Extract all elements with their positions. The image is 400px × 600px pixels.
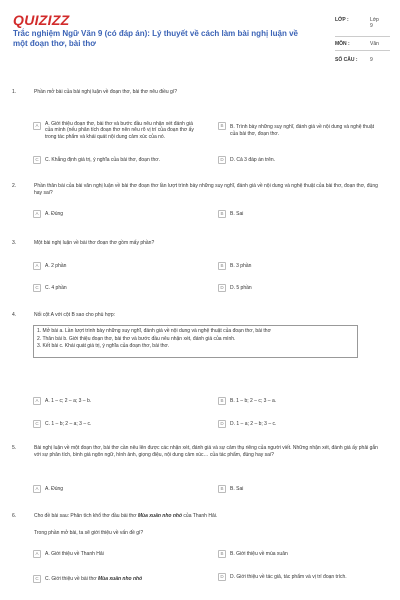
- meta-mon-label: MÔN :: [335, 41, 350, 47]
- poem-title: Mùa xuân nho nhỏ: [137, 513, 183, 519]
- option-text: B. 3 phần: [230, 262, 252, 269]
- option-letter-box: A: [33, 550, 41, 558]
- option-letter-box: B: [218, 485, 226, 493]
- option-text: A. Giới thiệu đoạn thơ, bài thơ và bước đầu nêu nhận xét đánh giá của mình (nếu phân tích đoạn thơ nên nêu rõ vị trí của đoạn thơ ấy trong tác phẩm và khái quát nội dung cảm xúc của nó.: [45, 120, 194, 140]
- option-text-part: C. Giới thiệu về bài thơ: [45, 575, 98, 582]
- option-text: B. Sai: [230, 210, 244, 217]
- option-text: D. 1 – a; 2 – b; 3 – c.: [230, 420, 277, 427]
- option-text: C. 1 – b; 2 – a; 3 – c.: [45, 420, 92, 427]
- meta-lop-value: Lớp 9: [370, 17, 379, 29]
- option-letter-box: D: [218, 284, 226, 292]
- option-text: B. Giới thiệu về mùa xuân: [230, 550, 288, 557]
- option-letter-box: A: [33, 397, 41, 405]
- option-text: C. 4 phần: [45, 284, 67, 291]
- question-text-part: của Thanh Hải.: [182, 513, 218, 519]
- poem-title: Mùa xuân nho nhỏ: [97, 575, 143, 582]
- meta-divider: [335, 36, 390, 37]
- page-title: Trắc nghiệm Ngữ Văn 9 (có đáp án): Lý thuyết về cách làm bài nghị luận về một đoạn thơ, bài thơ: [13, 29, 298, 48]
- option-text: D. Cả 3 đáp án trên.: [230, 156, 276, 163]
- meta-divider: [335, 50, 390, 51]
- option-text: A. Đúng: [45, 485, 64, 492]
- question-text: Bài nghị luận về một đoạn thơ, bài thơ cần nêu lên được các nhận xét, đánh giá và sự cảm thụ riêng của người viết. Những nhận xét, đánh giá ấy phải gắn với sự phân tích, bình giá ngôn ngữ, hình ảnh, giọng điệu, nội dung cảm xúc… của tác phẩm, đúng hay sai?: [34, 445, 378, 458]
- quizizz-logo: QUIZIZZ: [13, 12, 70, 28]
- option-letter-box: C: [33, 156, 41, 164]
- option-letter-box: B: [218, 550, 226, 558]
- meta-socau-label: SỐ CÂU :: [335, 57, 358, 63]
- meta-mon-value: Văn: [370, 41, 379, 47]
- option-letter-box: C: [33, 284, 41, 292]
- question-number: 5.: [12, 445, 17, 451]
- option-letter-box: A: [33, 262, 41, 270]
- option-text: B. Trình bày những suy nghĩ, đánh giá về nội dung và nghệ thuật của bài thơ, đoạn thơ.: [230, 124, 375, 137]
- option-text: D. 5 phần: [230, 284, 252, 291]
- option-letter-box: D: [218, 156, 226, 164]
- question-number: 1.: [12, 89, 17, 95]
- option-letter-box: B: [218, 210, 226, 218]
- option-letter-box: B: [218, 262, 226, 270]
- matching-row: 2. Thân bài b. Giới thiệu đoạn thơ, bài thơ và bước đầu nêu nhận xét, đánh giá của mình.: [37, 335, 236, 342]
- option-letter-box: C: [33, 420, 41, 428]
- question-number: 6.: [12, 513, 17, 519]
- question-text-part: Cho đề bài sau: Phân tích khổ thơ đầu bài thơ: [34, 513, 138, 519]
- option-letter-box: B: [218, 122, 226, 130]
- matching-table: [33, 325, 358, 358]
- option-text: A. 1 – c; 2 – a; 3 – b.: [45, 397, 92, 404]
- option-text: A. Giới thiệu về Thanh Hải: [45, 550, 104, 557]
- question-number: 2.: [12, 183, 17, 189]
- meta-socau-value: 9: [370, 57, 373, 63]
- question-text: Phần thân bài của bài văn nghị luận về bài thơ đoạn thơ lần lượt trình bày những suy nghĩ, đánh giá về nội dung và nghệ thuật của bài thơ, đoạn thơ, đúng hay sai?: [34, 183, 378, 196]
- question-number: 3.: [12, 240, 17, 246]
- option-text: A. Đúng: [45, 210, 64, 217]
- question-text: [34, 513, 379, 520]
- matching-row: 3. Kết bài c. Khái quát giá trị, ý nghĩa của đoạn thơ, bài thơ.: [37, 343, 170, 349]
- meta-lop-label: LỚP :: [335, 17, 349, 23]
- option-text: A. 2 phần: [45, 262, 67, 269]
- option-letter-box: A: [33, 122, 41, 130]
- option-text: B. Sai: [230, 485, 244, 492]
- option-letter-box: A: [33, 210, 41, 218]
- question-text: Một bài nghị luận về bài thơ đoạn thơ gồm mấy phần?: [34, 240, 155, 246]
- question-text: Nối cột A với cột B sao cho phù hợp:: [34, 312, 116, 318]
- question-text: Phần mở bài của bài nghị luận về đoạn thơ, bài thơ nêu điều gì?: [34, 89, 177, 95]
- option-letter-box: D: [218, 420, 226, 428]
- question-subtext: Trong phần mở bài, ta sẽ giới thiệu về vấn đề gì?: [34, 530, 144, 536]
- option-letter-box: C: [33, 575, 41, 583]
- matching-row: 1. Mở bài a. Lần lượt trình bày những suy nghĩ, đánh giá về nội dung và nghệ thuật của đoạn thơ, bài thơ: [37, 328, 271, 334]
- question-number: 4.: [12, 312, 17, 318]
- option-text: C. Khẳng định giá trị, ý nghĩa của bài thơ, đoạn thơ.: [45, 156, 160, 163]
- option-text: D. Giới thiệu về tác giả, tác phẩm và vị trí đoạn trích.: [230, 573, 347, 580]
- option-text: [45, 576, 142, 583]
- option-letter-box: B: [218, 397, 226, 405]
- option-letter-box: D: [218, 573, 226, 581]
- option-letter-box: A: [33, 485, 41, 493]
- option-text: B. 1 – b; 2 – c; 3 – a.: [230, 397, 277, 404]
